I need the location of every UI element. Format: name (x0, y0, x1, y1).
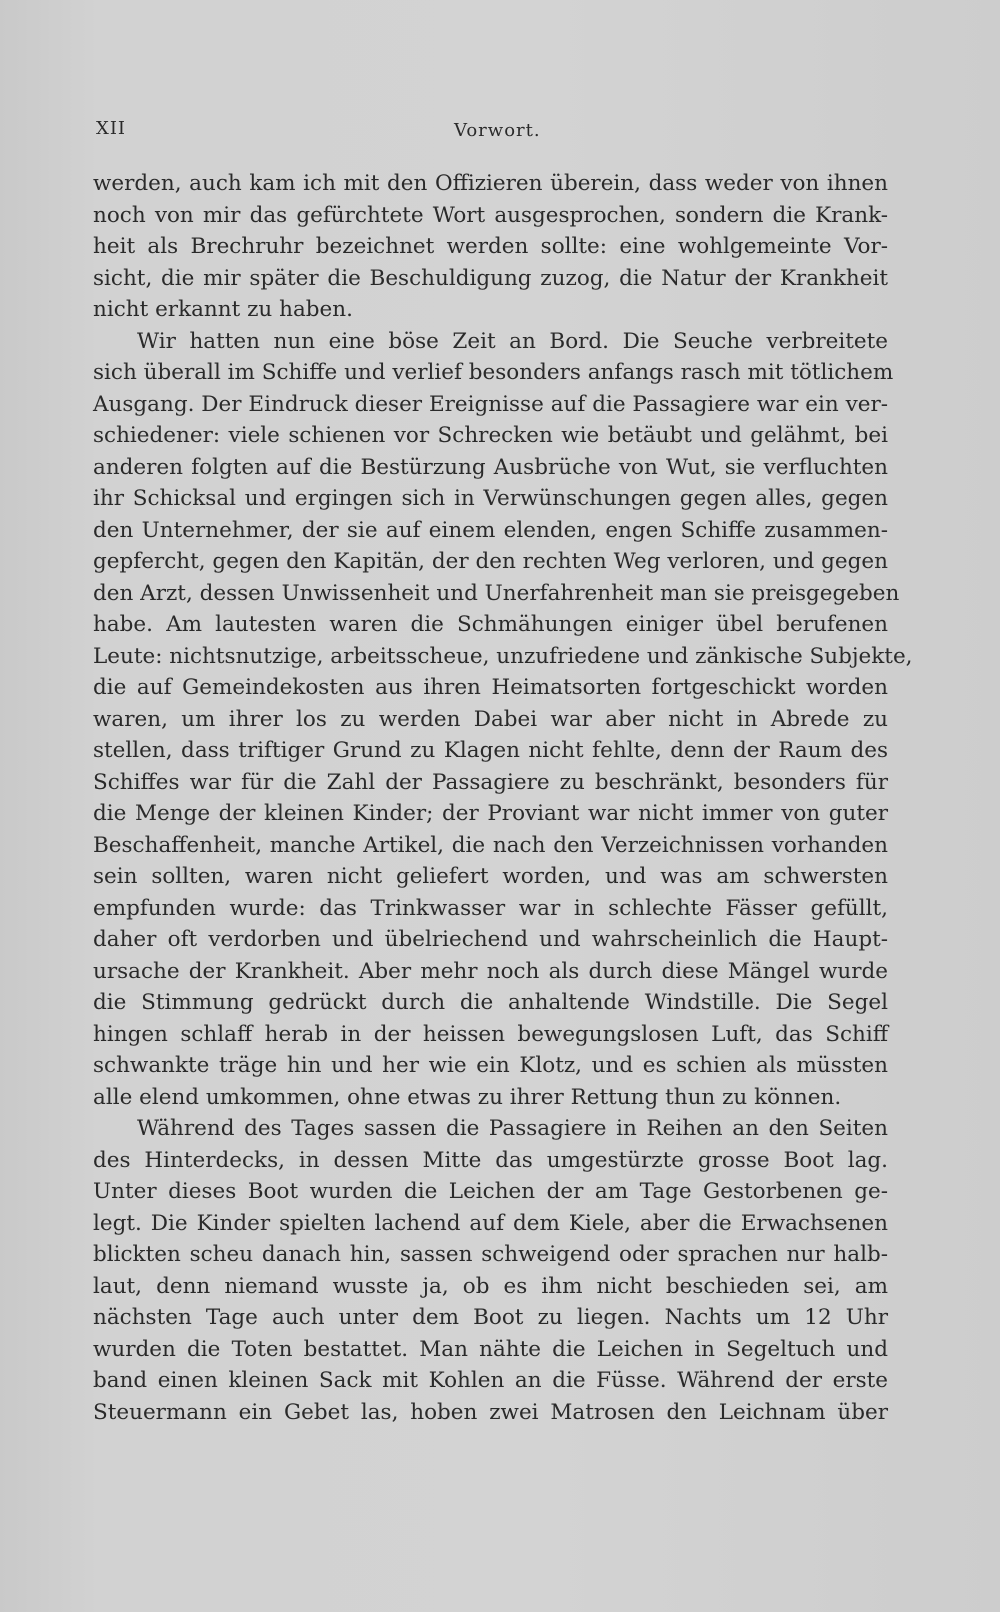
text-line: noch von mir das gefürchtete Wort ausgesprochen, sondern die Krank- (93, 202, 888, 228)
text-line: gepfercht, gegen den Kapitän, der den rechten Weg verloren, und gegen (93, 549, 888, 574)
text-line: des Hinterdecks, in dessen Mitte das umgestürzte grosse Boot lag. (93, 1147, 888, 1173)
page-number: XII (96, 118, 127, 139)
text-line: schiedener: viele schienen vor Schrecken wie betäubt und gelähmt, bei (93, 423, 888, 448)
text-line: wurden die Toten bestattet. Man nähte die Leichen in Segeltuch und (93, 1336, 888, 1362)
text-line: werden, auch kam ich mit den Offizieren überein, dass weder von ihnen (93, 171, 888, 196)
running-head (96, 118, 886, 146)
text-line: band einen kleinen Sack mit Kohlen an die Füsse. Während der erste (93, 1368, 888, 1393)
text-line: nicht erkannt zu haben. (93, 297, 353, 322)
text-line: sein sollten, waren nicht geliefert worden, und was am schwersten (93, 864, 888, 889)
text-line: daher oft verdorben und übelriechend und wahrscheinlich die Haupt- (93, 927, 888, 952)
text-line: sich überall im Schiffe und verlief besonders anfangs rasch mit tötlichem (93, 360, 894, 385)
text-line: die Stimmung gedrückt durch die anhaltende Windstille. Die Segel (93, 990, 888, 1015)
text-line: den Arzt, dessen Unwissenheit und Unerfahrenheit man sie preisgegeben (93, 580, 900, 606)
text-line: Unter dieses Boot wurden die Leichen der am Tage Gestorbenen ge- (93, 1179, 888, 1204)
text-line: schwankte träge hin und her wie ein Klotz, und es schien als müssten (93, 1053, 888, 1078)
text-line: ihr Schicksal und ergingen sich in Verwünschungen gegen alles, gegen (93, 486, 888, 511)
text-line: stellen, dass triftiger Grund zu Klagen nicht fehlte, denn der Raum des (93, 738, 888, 763)
body-text (93, 168, 913, 1428)
text-line: habe. Am lautesten waren die Schmähungen einiger übel berufenen (93, 612, 888, 637)
text-line: hingen schlaff herab in der heissen bewegungslosen Luft, das Schiff (93, 1021, 888, 1047)
text-line: legt. Die Kinder spielten lachend auf dem Kiele, aber die Erwachsenen (93, 1210, 888, 1236)
text-line: den Unternehmer, der sie auf einem elenden, engen Schiffe zusammen- (93, 517, 888, 543)
text-line: Steuermann ein Gebet las, hoben zwei Matrosen den Leichnam über (93, 1399, 888, 1425)
text-line: nächsten Tage auch unter dem Boot zu liegen. Nachts um 12 Uhr (93, 1305, 888, 1330)
text-line: anderen folgten auf die Bestürzung Ausbrüche von Wut, sie verfluchten (93, 454, 888, 480)
text-line: sicht, die mir später die Beschuldigung zuzog, die Natur der Krankheit (93, 265, 888, 291)
text-line: die auf Gemeindekosten aus ihren Heimatsorten fortgeschickt worden (93, 675, 888, 700)
text-line: heit als Brechruhr bezeichnet werden sollte: eine wohlgemeinte Vor- (93, 234, 888, 259)
text-line: ursache der Krankheit. Aber mehr noch als durch diese Mängel wurde (93, 958, 888, 984)
text-line: Ausgang. Der Eindruck dieser Ereignisse auf die Passagiere war ein ver- (93, 391, 888, 417)
text-line: alle elend umkommen, ohne etwas zu ihrer Rettung thun zu können. (93, 1084, 842, 1110)
text-line: Beschaffenheit, manche Artikel, die nach den Verzeichnissen vorhanden (93, 832, 888, 858)
text-line: Während des Tages sassen die Passagiere in Reihen an den Seiten (137, 1116, 888, 1141)
text-line: empfunden wurde: das Trinkwasser war in schlechte Fässer gefüllt, (93, 895, 888, 921)
text-line: Schiffes war für die Zahl der Passagiere zu beschränkt, besonders für (93, 769, 888, 795)
text-line: blickten scheu danach hin, sassen schweigend oder sprachen nur halb- (93, 1242, 888, 1267)
text-line: die Menge der kleinen Kinder; der Proviant war nicht immer von guter (93, 801, 888, 826)
text-line: laut, denn niemand wusste ja, ob es ihm nicht beschieden sei, am (93, 1273, 888, 1299)
text-line: waren, um ihrer los zu werden Dabei war aber nicht in Abrede zu (93, 706, 888, 732)
text-line: Wir hatten nun eine böse Zeit an Bord. Die Seuche verbreitete (137, 328, 888, 354)
text-line: Leute: nichtsnutzige, arbeitsscheue, unzufriedene und zänkische Subjekte, (93, 643, 913, 669)
running-title: Vorwort. (454, 120, 541, 141)
